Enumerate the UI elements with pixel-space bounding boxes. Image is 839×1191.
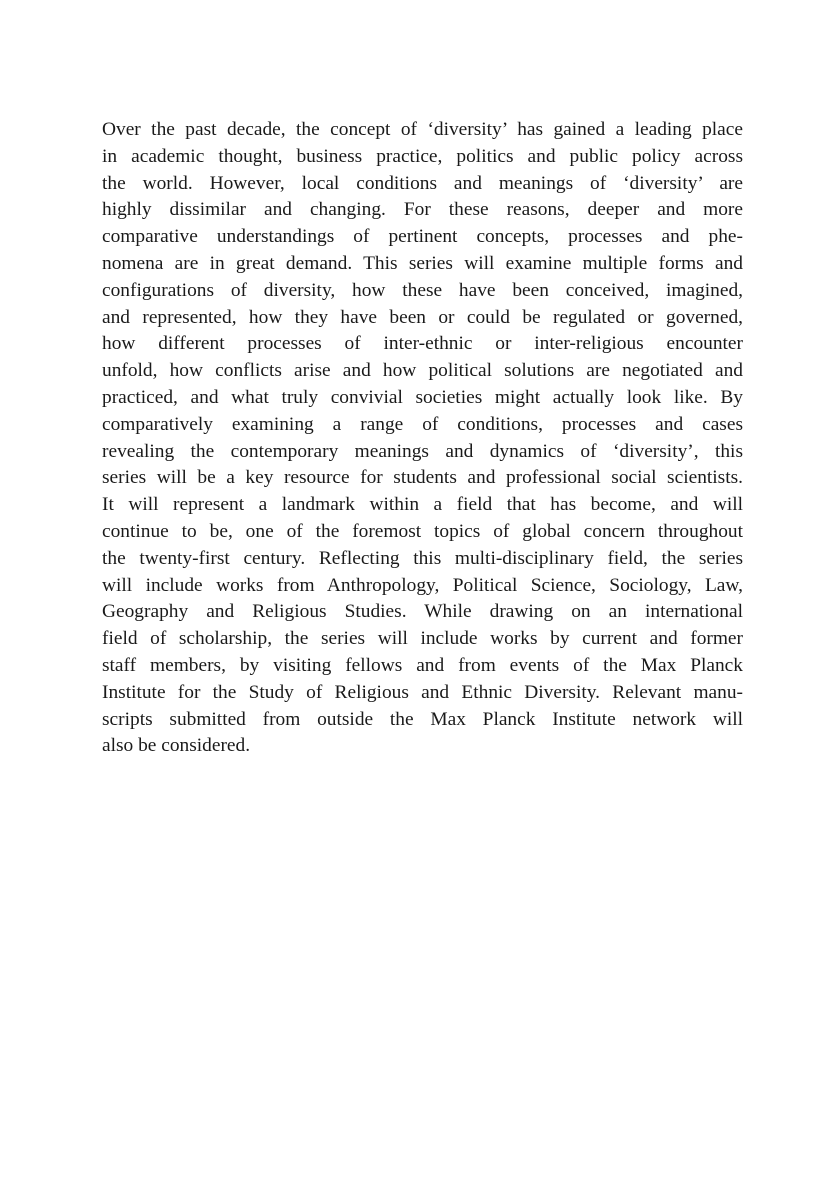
text-line: unfold, how conflicts arise and how political solutions are negotiated and <box>102 360 743 382</box>
text-line: the twenty-first century. Reflecting this multi-disciplinary field, the series <box>102 547 743 569</box>
text-line: configurations of diversity, how these have been conceived, imagined, <box>102 279 743 301</box>
text-line: It will represent a landmark within a field that has become, and will <box>102 494 743 516</box>
text-line: practiced, and what truly convivial societies might actually look like. By <box>102 386 743 408</box>
series-description-paragraph <box>102 117 743 760</box>
text-line: continue to be, one of the foremost topics of global concern throughout <box>102 520 743 542</box>
text-line: Over the past decade, the concept of ‘diversity’ has gained a leading place <box>102 119 743 140</box>
text-line: how different processes of inter-ethnic or inter-religious encounter <box>102 333 743 355</box>
text-line: in academic thought, business practice, politics and public policy across <box>102 145 743 167</box>
text-line: comparatively examining a range of conditions, processes and cases <box>102 413 743 435</box>
text-line: staff members, by visiting fellows and from events of the Max Planck <box>102 654 743 676</box>
text-line: also be considered. <box>102 735 251 757</box>
text-line: Institute for the Study of Religious and Ethnic Diversity. Relevant manu- <box>102 681 743 703</box>
text-line: revealing the contemporary meanings and dynamics of ‘diversity’, this <box>102 440 743 462</box>
text-line: field of scholarship, the series will include works by current and former <box>102 628 743 650</box>
text-line: Geography and Religious Studies. While drawing on an international <box>102 601 743 623</box>
text-line: highly dissimilar and changing. For these reasons, deeper and more <box>102 199 743 221</box>
text-line: comparative understandings of pertinent concepts, processes and phe- <box>102 226 743 248</box>
text-line: and represented, how they have been or could be regulated or governed, <box>102 306 743 328</box>
text-line: series will be a key resource for students and professional social scientists. <box>102 467 743 489</box>
text-line: will include works from Anthropology, Political Science, Sociology, Law, <box>102 574 743 596</box>
text-line: the world. However, local conditions and meanings of ‘diversity’ are <box>102 172 743 194</box>
text-line: nomena are in great demand. This series will examine multiple forms and <box>102 252 743 274</box>
text-line: scripts submitted from outside the Max Planck Institute network will <box>102 708 743 730</box>
